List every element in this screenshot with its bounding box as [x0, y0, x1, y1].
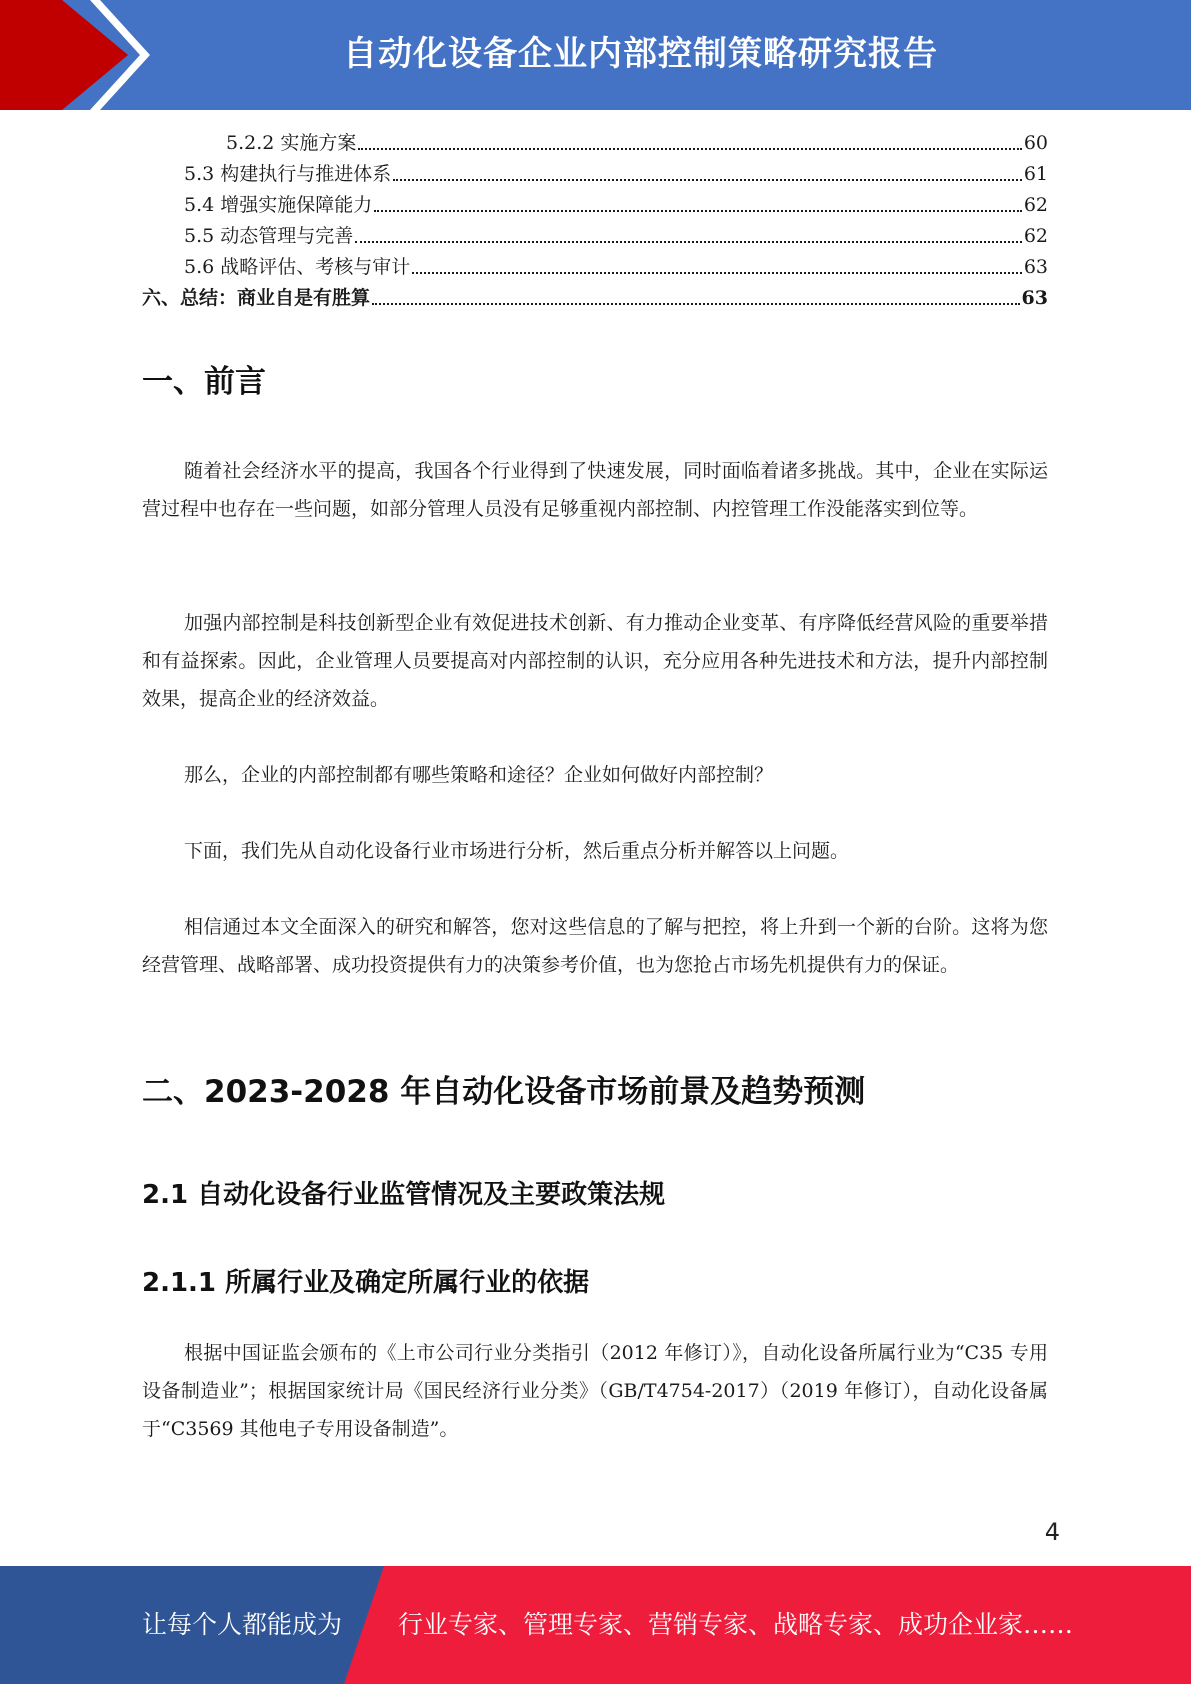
toc-entry-page: 60: [1023, 132, 1048, 154]
preface-paragraph: 下面，我们先从自动化设备行业市场进行分析，然后重点分析并解答以上问题。: [184, 840, 850, 862]
toc-entry[interactable]: [142, 159, 1048, 190]
toc-entry[interactable]: [142, 252, 1048, 283]
section-heading-preface: 一、前言: [142, 364, 266, 400]
page-number: 4: [1044, 1518, 1060, 1546]
footer-slogan-right: 行业专家、管理专家、营销专家、战略专家、成功企业家……: [398, 1610, 1074, 1639]
toc-entry-page: 63: [1023, 256, 1048, 278]
preface-paragraph: 相信通过本文全面深入的研究和解答，您对这些信息的了解与把控，将上升到一个新的台阶。这将为您经营管理、战略部署、成功投资提供有力的决策参考价值，也为您抢占市场先机提供有力的保证。: [142, 916, 1048, 976]
industry-paragraph: 根据中国证监会颁布的《上市公司行业分类指引（2012 年修订）》，自动化设备所属行业为“C35 专用设备制造业”；根据国家统计局《国民经济行业分类》（GB/T4754-2017）（2019 年修订），自动化设备属于“C3569 其他电子专用设备制造”。: [142, 1342, 1048, 1440]
toc-leader-dots: [412, 271, 1022, 274]
toc-entry[interactable]: [142, 221, 1048, 252]
toc-entry[interactable]: [142, 128, 1048, 159]
toc-entry-label: 5.4 增强实施保障能力: [184, 194, 373, 216]
toc-entry[interactable]: [142, 283, 1048, 314]
header-banner: [0, 0, 1191, 110]
toc-entry-page: 61: [1023, 163, 1048, 185]
subsection-heading: 2.1 自动化设备行业监管情况及主要政策法规: [142, 1180, 666, 1210]
toc-leader-dots: [393, 178, 1022, 181]
toc-entry[interactable]: [142, 190, 1048, 221]
toc-entry-page: 62: [1023, 225, 1048, 247]
toc-entry-label: 5.2.2 实施方案: [226, 132, 357, 154]
preface-paragraph: 那么，企业的内部控制都有哪些策略和途径？企业如何做好内部控制？: [184, 764, 774, 786]
toc-entry-label: 5.3 构建执行与推进体系: [184, 163, 392, 185]
toc-leader-dots: [358, 147, 1021, 150]
table-of-contents: [142, 128, 1048, 314]
section-heading-market: 二、2023-2028 年自动化设备市场前景及趋势预测: [142, 1074, 866, 1110]
toc-leader-dots: [374, 209, 1022, 212]
preface-paragraph: 加强内部控制是科技创新型企业有效促进技术创新、有力推动企业变革、有序降低经营风险的重要举措和有益探索。因此，企业管理人员要提高对内部控制的认识，充分应用各种先进技术和方法，提升内部控制效果，提高企业的经济效益。: [142, 612, 1048, 710]
toc-entry-page: 63: [1021, 287, 1048, 309]
toc-entry-label: 六、总结：商业自是有胜算: [142, 287, 371, 309]
toc-entry-label: 5.6 战略评估、考核与审计: [184, 256, 411, 278]
subsubsection-heading: 2.1.1 所属行业及确定所属行业的依据: [142, 1268, 590, 1298]
preface-paragraph: 随着社会经济水平的提高，我国各个行业得到了快速发展，同时面临着诸多挑战。其中，企业在实际运营过程中也存在一些问题，如部分管理人员没有足够重视内部控制、内控管理工作没能落实到位等。: [142, 460, 1048, 520]
toc-entry-page: 62: [1023, 194, 1048, 216]
toc-entry-label: 5.5 动态管理与完善: [184, 225, 354, 247]
footer-banner: [0, 1566, 1191, 1684]
toc-leader-dots: [372, 302, 1020, 305]
footer-slogan-left: 让每个人都能成为: [142, 1610, 343, 1639]
report-title: 自动化设备企业内部控制策略研究报告: [343, 34, 938, 74]
toc-leader-dots: [355, 240, 1022, 243]
